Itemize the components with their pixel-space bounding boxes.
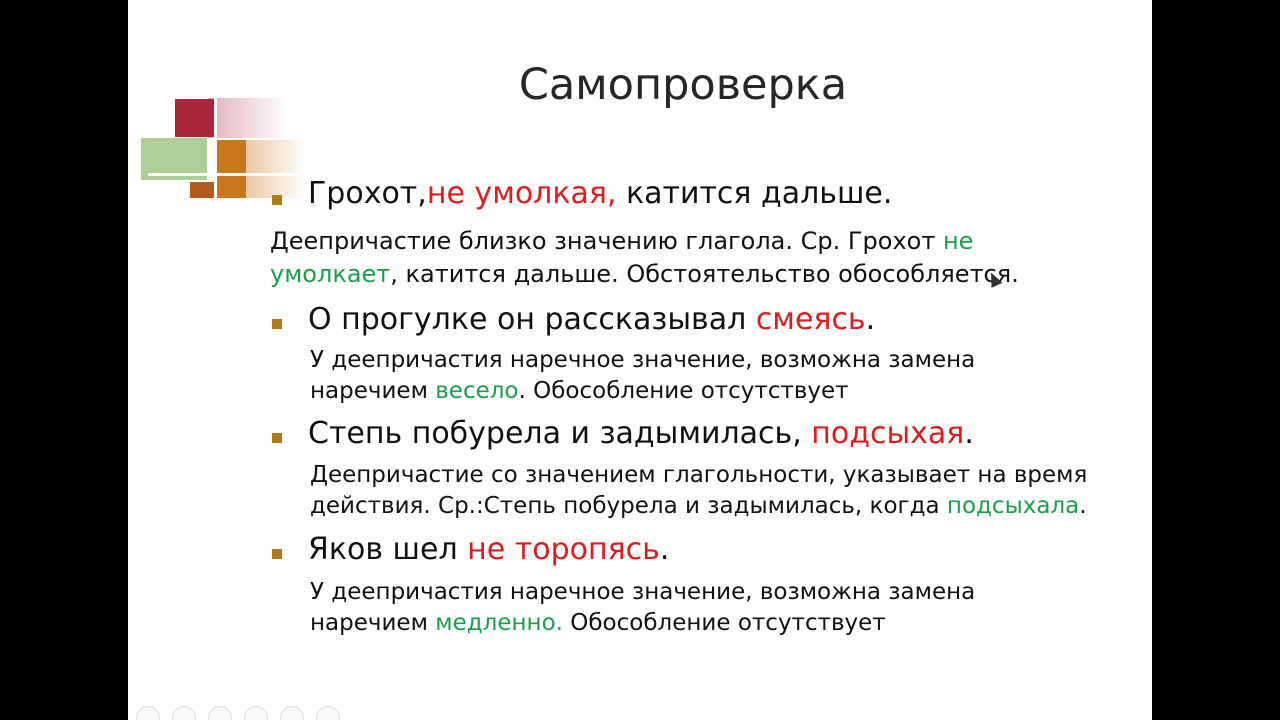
note-3-highlight: подсыхала [946,493,1080,519]
decor-line-horizontal [148,173,298,176]
zoom-icon[interactable] [280,706,304,720]
more-options-icon[interactable] [316,706,340,720]
slide-title: Самопроверка [518,60,848,110]
note-1-post: , катится дальше. Обстоятельство обособляется. [390,260,1019,288]
decor-brown-square [190,182,214,198]
note-4-highlight: медленно. [435,610,563,636]
note-2-highlight: весело [435,378,519,404]
sentence-2-post: . [865,302,876,337]
note-4-post: Обособление отсутствует [562,610,886,636]
sentence-2 [308,302,875,337]
sentence-1-highlight: не умолкая, [426,176,617,211]
note-3-post: . [1079,493,1087,519]
sentence-4-highlight: не торопясь [467,532,660,567]
note-1 [270,225,1090,291]
sentence-4-post: . [659,532,670,567]
note-2-pre: У деепричастия наречное значение, возможна замена наречием [310,347,976,404]
decor-orange-square [216,140,246,198]
sentence-1-pre: Грохот, [308,176,427,211]
next-slide-icon[interactable] [172,706,196,720]
note-2-post: . Обособление отсутствует [518,378,849,404]
sentence-4 [308,532,669,567]
note-1-pre: Деепричастие близко значению глагола. Ср. Грохот [270,227,943,255]
sentence-3-pre: Степь побурела и задымилась, [308,416,812,451]
bullet-3 [272,433,282,443]
sentence-3 [308,416,974,451]
pen-icon[interactable] [208,706,232,720]
sentence-2-highlight: смеясь [755,302,866,337]
slideshow-toolbar [128,706,340,720]
sentence-1-post: катится дальше. [616,176,893,211]
bullet-2 [272,319,282,329]
note-4-pre: У деепричастия наречное значение, возможна замена наречием [310,579,976,636]
previous-slide-icon[interactable] [136,706,160,720]
note-3-pre: Деепричастие со значением глагольности, указывает на время действия. Ср.:Степь побурела и задымилась, когда [310,462,1088,519]
note-3 [310,460,1090,522]
note-4 [310,577,1100,639]
bullet-1 [272,195,282,205]
sentence-3-highlight: подсыхая [811,416,965,451]
sentence-4-pre: Яков шел [308,532,468,567]
decor-orange-fade [246,140,306,198]
bullet-4 [272,549,282,559]
slide [128,0,1152,720]
sentence-3-post: . [964,416,974,451]
note-1-highlight: не умолкает [270,227,974,288]
sentence-1 [308,176,892,211]
sentence-2-pre: О прогулке он рассказывал [308,302,756,337]
slides-overview-icon[interactable] [244,706,268,720]
note-2 [310,345,1100,407]
